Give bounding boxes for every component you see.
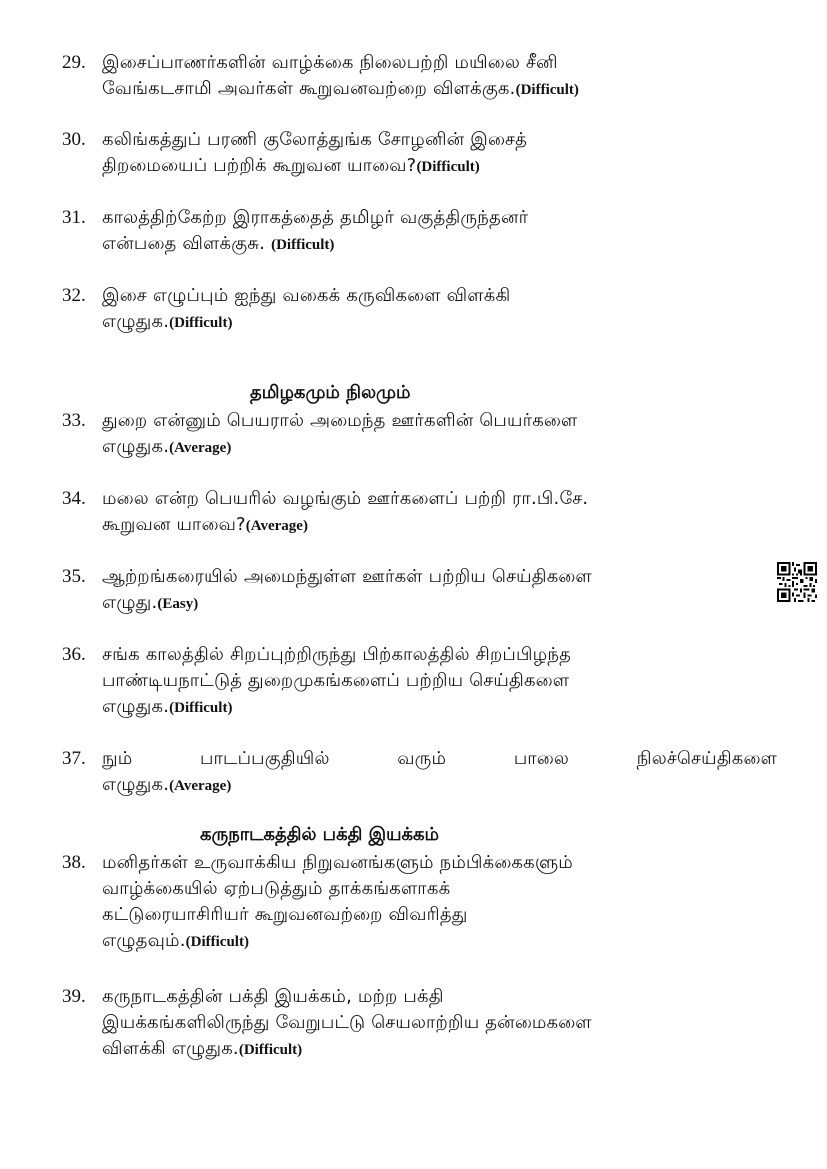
- question-line: கருநாடகத்தின் பக்தி இயக்கம், மற்ற பக்தி: [102, 986, 444, 1007]
- question-line: இசை எழுப்பும் ஐந்து வகைக் கருவிகளை விளக்கி: [102, 285, 511, 306]
- question-line-justified: [102, 746, 777, 772]
- question-line: திறமையைப் பற்றிக் கூறுவன யாவை?: [102, 155, 417, 176]
- difficulty-tag: (Average): [169, 778, 232, 794]
- question-line: இசைப்பாணர்களின் வாழ்க்கை நிலைபற்றி மயிலை சீனி: [102, 52, 558, 73]
- difficulty-tag: (Easy): [157, 596, 199, 612]
- question-line: எழுதுக.: [102, 436, 170, 457]
- difficulty-tag: (Difficult): [271, 237, 335, 253]
- question-line: விளக்கி எழுதுக.: [102, 1038, 239, 1059]
- section-heading: தமிழகமும் நிலமும்: [250, 382, 411, 403]
- question-word: வரும்: [397, 748, 447, 769]
- question-word: நும்: [102, 748, 133, 769]
- question-line: எழுதவும்.: [102, 930, 186, 951]
- question-line: எழுது.: [102, 592, 158, 613]
- section-heading: கருநாடகத்தில் பக்தி இயக்கம்: [200, 824, 440, 845]
- question-line: என்பதை விளக்குசு.: [102, 233, 272, 254]
- difficulty-tag: (Difficult): [515, 82, 579, 98]
- question-line: மலை என்ற பெயரில் வழங்கும் ஊர்களைப் பற்றி ரா.பி.சே.: [102, 488, 589, 509]
- question-number: 29.: [62, 52, 86, 73]
- difficulty-tag: (Average): [169, 440, 232, 456]
- question-line: கூறுவன யாவை?: [102, 514, 246, 535]
- question-line: ஆற்றங்கரையில் அமைந்துள்ள ஊர்கள் பற்றிய செய்திகளை: [102, 566, 592, 587]
- question-line: கலிங்கத்துப் பரணி குலோத்துங்க சோழனின் இசைத்: [102, 129, 528, 150]
- difficulty-tag: (Difficult): [416, 159, 480, 175]
- question-word: பாடப்பகுதியில்: [200, 748, 330, 769]
- question-line: கட்டுரையாசிரியர் கூறுவனவற்றை விவரித்து: [102, 904, 468, 925]
- difficulty-tag: (Average): [245, 518, 308, 534]
- question-word: பாலை: [513, 748, 569, 769]
- question-line: வாழ்க்கையில் ஏற்படுத்தும் தாக்கங்களாகக்: [102, 878, 451, 899]
- question-number: 31.: [62, 207, 86, 228]
- question-number: 30.: [62, 129, 86, 150]
- question-line: வேங்கடசாமி அவர்கள் கூறுவனவற்றை விளக்குக.: [102, 78, 516, 99]
- question-line: சங்க காலத்தில் சிறப்புற்றிருந்து பிற்காலத்தில் சிறப்பிழந்த: [102, 644, 571, 665]
- question-line: பாண்டியநாட்டுத் துறைமுகங்களைப் பற்றிய செய்திகளை: [102, 670, 570, 691]
- question-line: காலத்திற்கேற்ற இராகத்தைத் தமிழர் வகுத்திருந்தனர்: [102, 207, 529, 228]
- question-line: துறை என்னும் பெயரால் அமைந்த ஊர்களின் பெயர்களை: [102, 410, 578, 431]
- difficulty-tag: (Difficult): [169, 700, 233, 716]
- question-number: 33.: [62, 410, 86, 431]
- difficulty-tag: (Difficult): [185, 934, 249, 950]
- question-line: எழுதுக.: [102, 311, 170, 332]
- question-line: எழுதுக.: [102, 696, 170, 717]
- question-line: எழுதுக.: [102, 774, 170, 795]
- qr-code-icon[interactable]: [777, 562, 817, 602]
- question-number: 34.: [62, 488, 86, 509]
- question-line: இயக்கங்களிலிருந்து வேறுபட்டு செயலாற்றிய தன்மைகளை: [102, 1012, 592, 1033]
- question-number: 39.: [62, 986, 86, 1007]
- question-number: 35.: [62, 566, 86, 587]
- question-number: 32.: [62, 285, 86, 306]
- difficulty-tag: (Difficult): [238, 1042, 303, 1058]
- difficulty-tag: (Difficult): [169, 315, 233, 331]
- question-number: 37.: [62, 748, 86, 769]
- question-number: 38.: [62, 852, 86, 873]
- question-number: 36.: [62, 644, 86, 665]
- question-word: நிலச்செய்திகளை: [636, 748, 777, 769]
- question-line: மனிதர்கள் உருவாக்கிய நிறுவனங்களும் நம்பிக்கைகளும்: [102, 852, 573, 873]
